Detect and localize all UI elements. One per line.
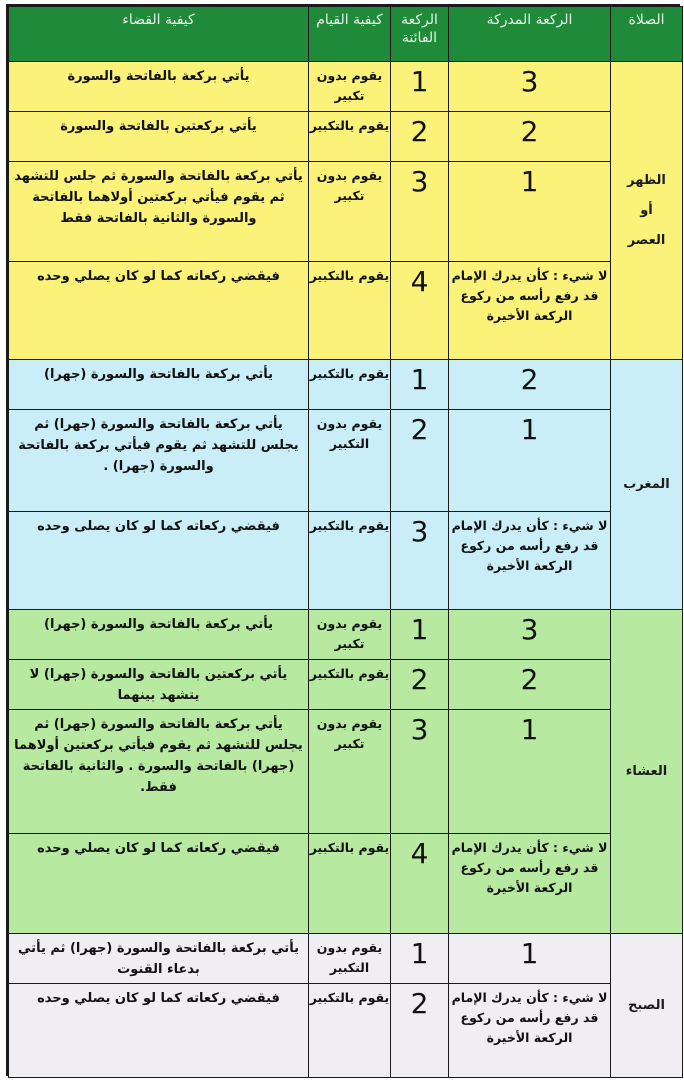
caught-cell: 2 (449, 660, 611, 710)
prayer-label: أو (640, 202, 653, 218)
standing-cell: يقوم بالتكبير (309, 834, 391, 934)
makeup-cell: يأتي بركعة بالفاتحة والسورة (جهرا) ثم يجلس للتشهد ثم يقوم فيأتي بركعتين أولاهما (جهرا) بالفاتحة والسورة . والثانية بالفاتحة فقط. (9, 710, 309, 834)
makeup-cell: يأتي بركعة بالفاتحة والسورة (جهرا) (9, 610, 309, 660)
makeup-cell: يأتي بركعة بالفاتحة والسورة (جهرا) (9, 360, 309, 410)
missed-cell: 4 (391, 834, 449, 934)
standing-cell: يقوم بدون التكبير (309, 934, 391, 984)
table-row (9, 112, 683, 162)
makeup-cell: فيقضي ركعاته كما لو كان يصلي وحده (9, 834, 309, 934)
caught-cell: 1 (449, 162, 611, 262)
table-row (9, 934, 683, 984)
standing-cell: يقوم بدون تكبير (309, 710, 391, 834)
standing-cell: يقوم بدون تكبير (309, 610, 391, 660)
standing-cell: يقوم بالتكبير (309, 660, 391, 710)
table-row (9, 984, 683, 1078)
header-standing-method: كيفية القيام (309, 7, 391, 62)
caught-cell: 1 (449, 934, 611, 984)
prayer-makeup-table-container (6, 4, 680, 1076)
makeup-cell: فيقضي ركعاته كما لو كان يصلي وحده (9, 984, 309, 1078)
table-row (9, 262, 683, 360)
standing-cell: يقوم بدون تكبير (309, 162, 391, 262)
table-row (9, 610, 683, 660)
missed-cell: 2 (391, 660, 449, 710)
missed-cell: 2 (391, 112, 449, 162)
caught-cell: لا شيء : كأن يدرك الإمام قد رفع رأسه من ركوع الركعة الأخيرة (449, 262, 611, 360)
header-prayer: الصلاة (611, 7, 683, 62)
header-missed-rakah: الركعة الفائتة (391, 7, 449, 62)
table-row (9, 660, 683, 710)
standing-cell: يقوم بدون التكبير (309, 410, 391, 512)
makeup-cell: يأتي بركعة بالفاتحة والسورة (جهرا) ثم يأتي بدعاء القنوت (9, 934, 309, 984)
missed-cell: 4 (391, 262, 449, 360)
prayer-label: المغرب (623, 476, 670, 492)
missed-cell: 2 (391, 984, 449, 1078)
prayer-label: العصر (627, 232, 666, 248)
caught-cell: 2 (449, 112, 611, 162)
caught-cell: 3 (449, 610, 611, 660)
missed-cell: 1 (391, 934, 449, 984)
caught-cell: لا شيء : كأن يدرك الإمام قد رفع رأسه من ركوع الركعة الأخيرة (449, 834, 611, 934)
table-row (9, 162, 683, 262)
standing-cell: يقوم بالتكبير (309, 262, 391, 360)
prayer-label: العشاء (625, 763, 668, 779)
standing-cell: يقوم بالتكبير (309, 512, 391, 610)
header-makeup-method: كيفية القضاء (9, 7, 309, 62)
makeup-cell: يأتي بركعتين بالفاتحة والسورة (جهرا) لا يتشهد بينهما (9, 660, 309, 710)
prayer-cell-maghrib (611, 360, 683, 610)
missed-cell: 1 (391, 610, 449, 660)
makeup-cell: يأتي بركعتين بالفاتحة والسورة (9, 112, 309, 162)
missed-cell: 1 (391, 62, 449, 112)
prayer-cell-fajr (611, 934, 683, 1078)
standing-cell: يقوم بدون تكبير (309, 62, 391, 112)
missed-cell: 3 (391, 710, 449, 834)
prayer-makeup-table (8, 6, 683, 1078)
header-row (9, 7, 683, 62)
makeup-cell: يأتي بركعة بالفاتحة والسورة (جهرا) ثم يجلس للتشهد ثم يقوم فيأتي بركعة بالفاتحة والسورة (جهرا) . (9, 410, 309, 512)
caught-cell: 3 (449, 62, 611, 112)
prayer-cell-isha (611, 610, 683, 934)
table-row (9, 710, 683, 834)
missed-cell: 3 (391, 512, 449, 610)
standing-cell: يقوم بالتكبير (309, 112, 391, 162)
table-row (9, 410, 683, 512)
missed-cell: 1 (391, 360, 449, 410)
makeup-cell: يأتي بركعة بالفاتحة والسورة (9, 62, 309, 112)
table-row (9, 62, 683, 112)
standing-cell: يقوم بالتكبير (309, 360, 391, 410)
table-row (9, 360, 683, 410)
caught-cell: 1 (449, 410, 611, 512)
prayer-cell-dhuhr-asr (611, 62, 683, 360)
makeup-cell: فيقضي ركعاته كما لو كان يصلى وحده (9, 512, 309, 610)
caught-cell: 2 (449, 360, 611, 410)
missed-cell: 2 (391, 410, 449, 512)
header-caught-rakah: الركعة المدركة (449, 7, 611, 62)
makeup-cell: يأتي بركعة بالفاتحة والسورة ثم جلس للتشهد ثم يقوم فيأتي بركعتين أولاهما بالفاتحة والسورة والثانية بالفاتحة فقط (9, 162, 309, 262)
table-row (9, 512, 683, 610)
prayer-label: الصبح (628, 997, 665, 1013)
missed-cell: 3 (391, 162, 449, 262)
caught-cell: 1 (449, 710, 611, 834)
prayer-label: الظهر (627, 172, 666, 188)
table-row (9, 834, 683, 934)
caught-cell: لا شيء : كأن يدرك الإمام قد رفع رأسه من ركوع الركعة الأخيرة (449, 512, 611, 610)
caught-cell: لا شيء : كأن يدرك الإمام قد رفع رأسه من ركوع الركعة الأخيرة (449, 984, 611, 1078)
makeup-cell: فيقضي ركعاته كما لو كان يصلي وحده (9, 262, 309, 360)
standing-cell: يقوم بالتكبير (309, 984, 391, 1078)
